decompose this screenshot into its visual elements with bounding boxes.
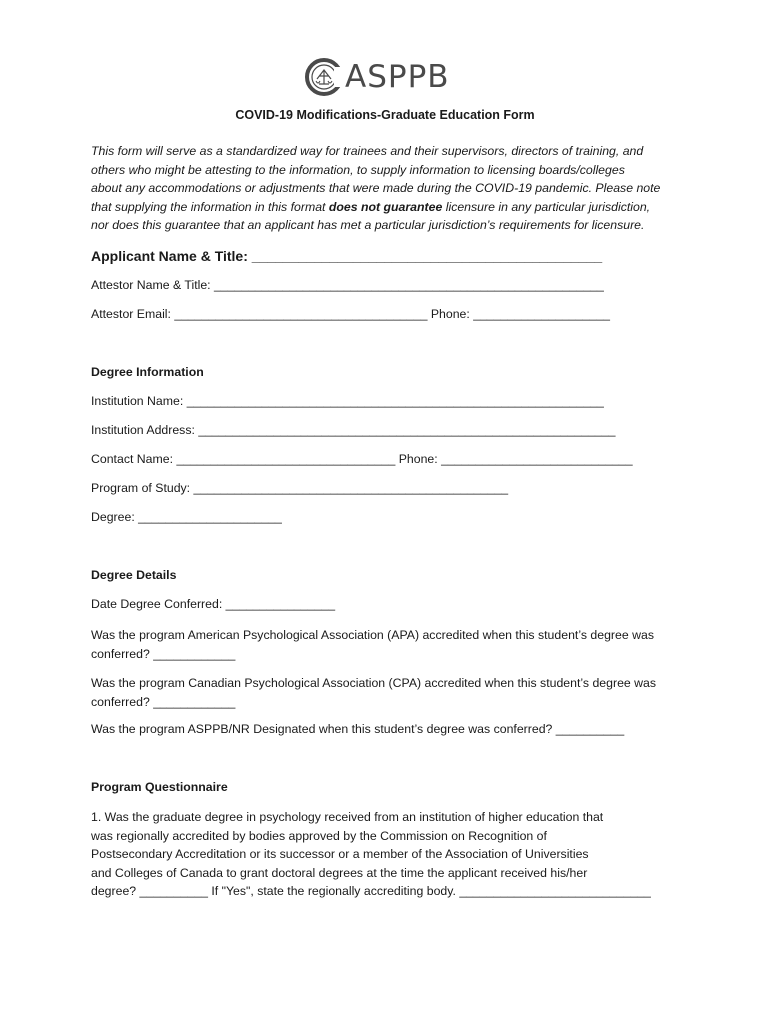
attestor-name-row [91,278,604,292]
attestor-email-row [91,307,610,321]
contact-name-field[interactable]: ________________________________ [176,452,396,466]
contact-phone-label: Phone: [395,452,442,466]
intro-line: that supplying the information in this format does not guarantee licensure in any particular jurisdiction, [91,199,651,214]
question-1-text: and Colleges of Canada to grant doctoral degrees at the time the applicant received his/her [91,865,588,880]
cpa-question-text: conferred? [91,694,154,709]
intro-line: This form will serve as a standardized way for trainees and their supervisors, directors of training, and [91,144,644,158]
intro-line: nor does this guarantee that an applicant has met a particular jurisdiction’s requirements for licensure. [91,218,645,233]
apa-question-text: conferred? [91,646,154,661]
program-of-study-field[interactable]: ______________________________________________ [193,481,509,495]
attestor-name-label: Attestor Name & Title: [91,278,215,292]
question-1-text: 1. Was the graduate degree in psychology received from an institution of higher education that [91,810,604,824]
contact-name-label: Contact Name: [91,452,177,466]
cpa-question-text: Was the program Canadian Psychological Association (CPA) accredited when this student’s degree was [91,676,657,690]
question-1-text: was regionally accredited by bodies approved by the Commission on Recognition of [91,828,547,843]
institution-name-label: Institution Name: [91,394,187,408]
institution-address-label: Institution Address: [91,423,199,437]
attestor-phone-label: Phone: [427,307,474,321]
institution-name-row [91,394,604,408]
asppb-designation-question: Was the program ASPPB/NR Designated when this student’s degree was conferred? [91,722,556,736]
attestor-name-field[interactable]: _________________________________________________________ [214,278,604,292]
program-of-study-row [91,481,508,495]
program-of-study-label: Program of Study: [91,481,194,495]
apa-question [91,626,691,663]
degree-label: Degree: [91,510,139,524]
asppb-logo [304,56,474,98]
form-title: COVID-19 Modifications-Graduate Education Form [235,108,535,122]
attestor-email-field[interactable]: _____________________________________ [174,307,428,321]
degree-field[interactable]: _____________________ [138,510,282,524]
institution-address-row [91,423,616,437]
degree-row [91,510,282,524]
apa-question-text: Was the program American Psychological Association (APA) accredited when this student’s degree was [91,628,654,642]
degree-details-heading: Degree Details [91,568,177,582]
asppb-designation-field[interactable]: __________ [555,722,625,736]
asppb-designation-row [91,722,624,736]
attestor-email-label: Attestor Email: [91,307,175,321]
question-1-text: degree? [91,884,140,899]
asppb-emblem-icon [304,57,344,97]
emphasis-does-not-guarantee: does not guarantee [328,199,443,214]
degree-information-heading: Degree Information [91,365,204,379]
question-1 [91,808,691,901]
program-questionnaire-heading: Program Questionnaire [91,780,228,794]
question-1-answer-field[interactable]: __________ [139,884,208,899]
attestor-phone-field[interactable]: ____________________ [473,307,611,321]
cpa-question [91,674,691,711]
contact-row [91,452,633,466]
logo-wordmark: ASPPB [345,58,450,95]
institution-name-field[interactable]: _____________________________________________________________ [186,394,604,408]
date-conferred-row [91,597,335,611]
question-1-text: If "Yes", state the regionally accrediting body. [207,884,460,899]
intro-line: about any accommodations or adjustments that were made during the COVID-19 pandemic. Please note [91,181,661,196]
apa-answer-field[interactable]: ____________ [153,646,236,661]
applicant-label: Applicant Name & Title: [91,248,252,264]
question-1-text: Postsecondary Accreditation or its successor or a member of the Association of Universities [91,847,589,862]
cpa-answer-field[interactable]: ____________ [153,694,236,709]
accrediting-body-field[interactable]: ____________________________ [459,884,651,899]
intro-line: others who might be attesting to the information, to supply information to licensing boards/colleges [91,162,625,177]
contact-phone-field[interactable]: ____________________________ [441,452,633,466]
applicant-row [91,248,602,264]
applicant-name-field[interactable]: _____________________________________________ [251,248,603,264]
intro-paragraph [91,142,691,235]
date-conferred-field[interactable]: ________________ [225,597,336,611]
date-conferred-label: Date Degree Conferred: [91,597,226,611]
institution-address-field[interactable]: _____________________________________________________________ [198,423,616,437]
